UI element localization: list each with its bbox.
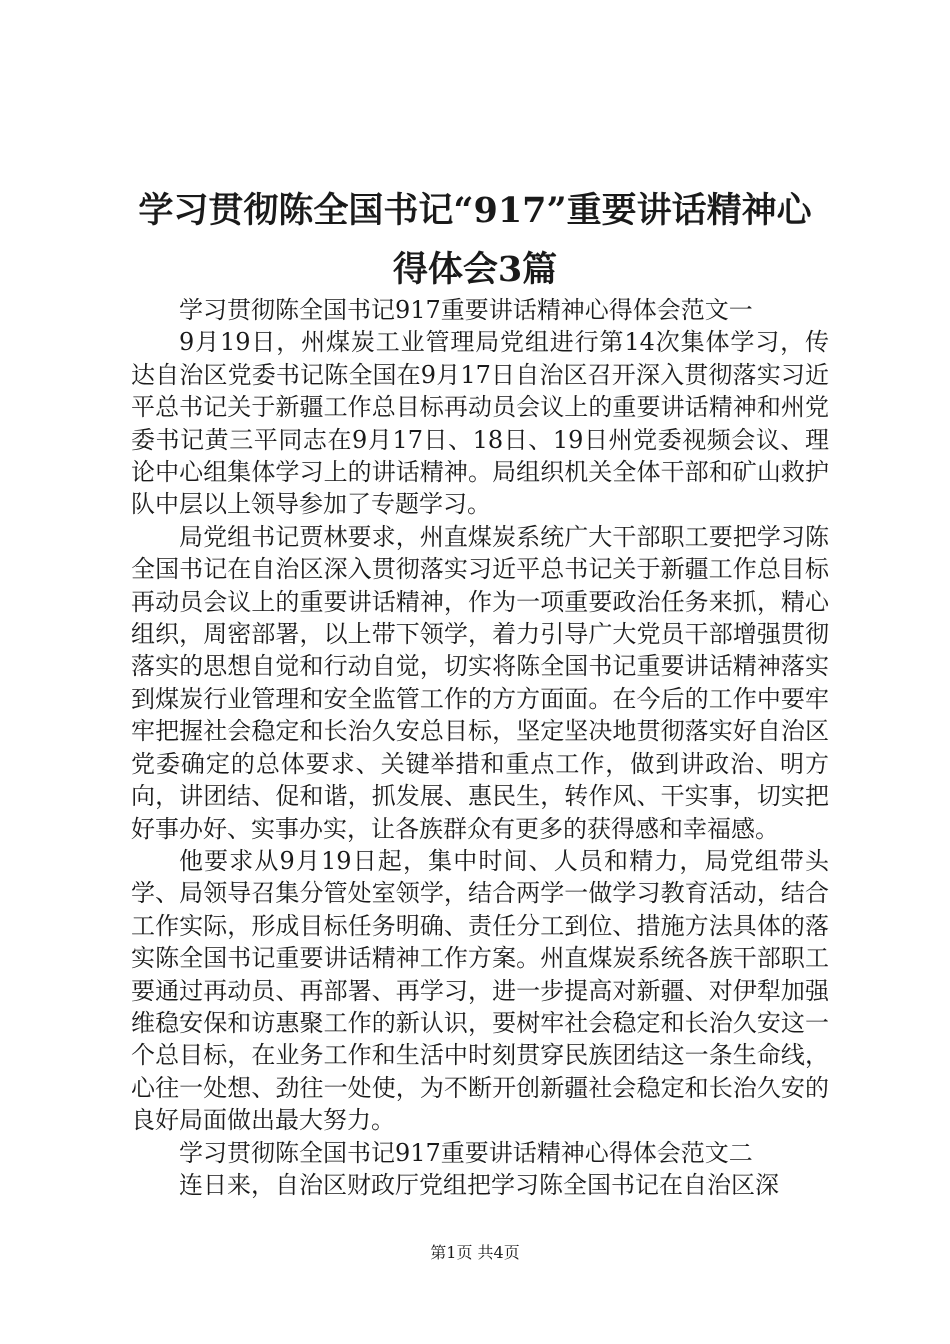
document-body	[131, 294, 829, 1201]
paragraph: 他要求从9月19日起，集中时间、人员和精力，局党组带头学、局领导召集分管处室领学，结合两学一做学习教育活动，结合工作实际，形成目标任务明确、责任分工到位、措施方法具体的落实陈全国书记重要讲话精神工作方案。州直煤炭系统各族干部职工要通过再动员、再部署、再学习，进一步提高对新疆、对伊犁加强维稳安保和访惠聚工作的新认识，要树牢社会稳定和长治久安这一个总目标，在业务工作和生活中时刻贯穿民族团结这一条生命线，心往一处想、劲往一处使，为不断开创新疆社会稳定和长治久安的良好局面做出最大努力。	[131, 846, 829, 1135]
paragraph: 局党组书记贾林要求，州直煤炭系统广大干部职工要把学习陈全国书记在自治区深入贯彻落实习近平总书记关于新疆工作总目标再动员会议上的重要讲话精神，作为一项重要政治任务来抓，精心组织，周密部署，以上带下领学，着力引导广大党员干部增强贯彻落实的思想自觉和行动自觉，切实将陈全国书记重要讲话精神落实到煤炭行业管理和安全监管工作的方方面面。在今后的工作中要牢牢把握社会稳定和长治久安总目标，坚定坚决地贯彻落实好自治区党委确定的总体要求、关键举措和重点工作，做到讲政治、明方向，讲团结、促和谐，抓发展、惠民生，转作风、干实事，切实把好事办好、实事办实，让各族群众有更多的获得感和幸福感。	[131, 522, 829, 843]
section-heading-2: 学习贯彻陈全国书记917重要讲话精神心得体会范文二	[179, 1138, 753, 1167]
paragraph: 连日来，自治区财政厅党组把学习陈全国书记在自治区深	[179, 1170, 779, 1199]
document-title-line-1: 学习贯彻陈全国书记“917”重要讲话精神心	[138, 190, 812, 231]
page-footer: 第1页 共4页	[430, 1243, 520, 1262]
section-heading-1: 学习贯彻陈全国书记917重要讲话精神心得体会范文一	[179, 296, 753, 324]
document-title-line-2: 得体会3篇	[392, 249, 558, 290]
paragraph: 9月19日，州煤炭工业管理局党组进行第14次集体学习，传达自治区党委书记陈全国在9月17日自治区召开深入贯彻落实习近平总书记关于新疆工作总目标再动员会议上的重要讲话精神和州党委书记黄三平同志在9月17日、18日、19日州党委视频会议、理论中心组集体学习上的讲话精神。局组织机关全体干部和矿山救护队中层以上领导参加了专题学习。	[131, 328, 829, 519]
